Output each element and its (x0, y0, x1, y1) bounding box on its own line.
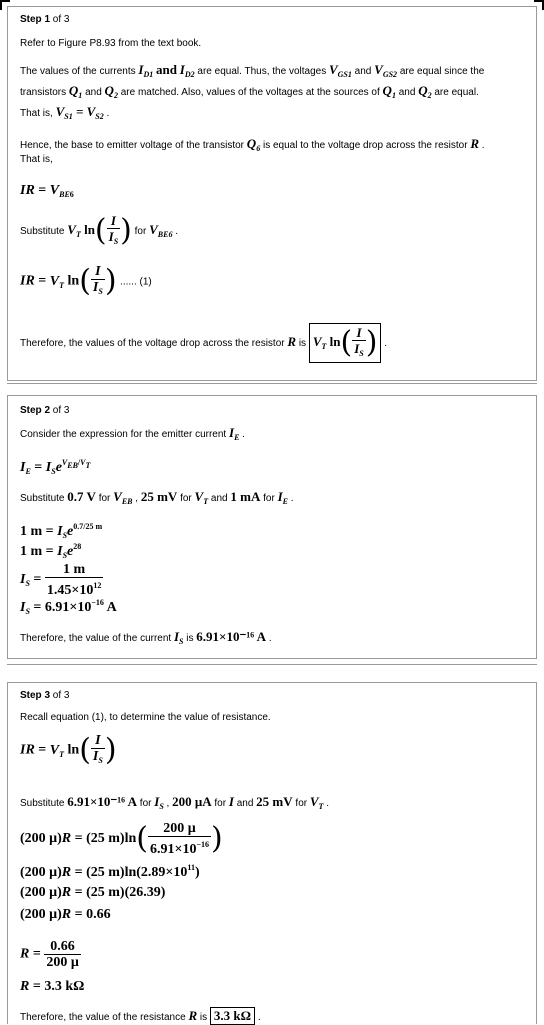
paragraph-line (20, 84, 479, 103)
equation-ie: $I_E = I_Se^{V_{EB}/V_T}$ (20, 458, 91, 476)
text: is (298, 337, 307, 349)
text: and (398, 87, 416, 98)
text: for (134, 225, 147, 237)
math-veb: $V_{EB}$ (113, 489, 133, 506)
step-3-panel (7, 682, 537, 1024)
math-r: R (188, 1008, 198, 1023)
paragraph-line (20, 63, 484, 82)
equation-line: 1 $m = I_Se^{0.7/25 m}$ (20, 522, 103, 540)
equation-line: $I_S = 6.91\times 10^{-16}$ A (20, 598, 117, 616)
text: for (214, 798, 227, 809)
text: The values of the currents (20, 66, 136, 77)
text: and (85, 87, 102, 98)
step-1-header (20, 13, 69, 27)
math-vgs2: $V_{GS2}$ (374, 62, 398, 79)
value: 25 mV (140, 489, 178, 504)
equation-line: (200 μ)R = (25 m)ln( $\frac{200 \mu}{6.91\times 10^{-16}}$ ) (20, 821, 223, 857)
math-r: R (470, 136, 479, 151)
step-count: of 3 (52, 405, 70, 416)
step-label: Step 1 (20, 14, 51, 25)
step-1-panel (7, 6, 537, 381)
step-label: Step 2 (20, 405, 51, 416)
therefore-line: Therefore, the value of the resistance R is 3.3 kΩ . (20, 1008, 261, 1023)
text: Therefore, the value of the resistance (20, 1012, 186, 1023)
text: and (210, 493, 228, 504)
text: Hence, the base to emitter voltage of the transistor (20, 140, 245, 151)
math-vt-ln: $V_T$ ln( $\frac{I}{I_S}$ ) (67, 213, 132, 248)
text: is (186, 633, 194, 644)
text: and (236, 798, 254, 809)
text: for (263, 493, 275, 504)
text: for (139, 798, 152, 809)
equation-line: $I_S$ = $\frac{1 m}{1.45\times 10^{12}}$ (20, 562, 102, 598)
text: and (156, 62, 177, 77)
substitute-line: Substitute $V_T$ ln( $\frac{I}{I_S}$ ) for $V_{BE6}$ . (20, 213, 179, 248)
math-ie: $I_E$ (277, 489, 288, 506)
math-q6: $Q_6$ (246, 136, 261, 153)
text: are equal. Thus, the voltages (197, 66, 327, 77)
text: are equal. (434, 87, 479, 98)
math-q2: $Q_2$ (104, 83, 118, 100)
math-q1: $Q_1$ (382, 83, 396, 100)
substitute-line: Substitute 6.91×10⁻¹⁶ A for $I_S$ , 200 μA for I and 25 mV for $V_T$ . (20, 794, 329, 811)
step-count: of 3 (52, 14, 70, 25)
step-count: of 3 (52, 690, 70, 701)
math-q2: $Q_2$ (418, 83, 432, 100)
text: are matched. Also, values of the voltages at the sources of (120, 87, 380, 98)
equation-tag: ...... (1) (120, 276, 152, 288)
value: 200 μA (172, 794, 212, 809)
step-2-header (20, 404, 69, 418)
therefore-line: Therefore, the values of the voltage drop across the resistor R is $V_T$ ln( $\frac{I}{I_S}$ ) . (20, 323, 387, 363)
value: 0.7 V (67, 489, 96, 504)
paragraph-line: Hence, the base to emitter voltage of the transistor $Q_6$ is equal to the voltage drop across the resistor R . (20, 136, 485, 153)
substitute-line: Substitute 0.7 V for $V_{EB}$ , 25 mV for $V_T$ and 1 mA for $I_E$ . (20, 489, 294, 506)
text: are equal since the (399, 66, 485, 77)
text: Substitute (20, 493, 65, 504)
step-2-panel (7, 395, 537, 659)
math-vt: $V_T$ (309, 794, 324, 811)
value: 1 mA (230, 489, 261, 504)
math-r: R (287, 333, 297, 349)
equation-line: R = $\frac{0.66}{200 \mu}$ (20, 939, 79, 970)
text: for (295, 798, 308, 809)
math-id2: $I_{D2}$ (179, 62, 195, 79)
math-vt: $V_T$ (194, 489, 209, 506)
answer-box: 3.3 kΩ (210, 1007, 255, 1025)
text: Therefore, the value of the current (20, 633, 172, 644)
text: is (199, 1012, 208, 1023)
equation-line: 1 $m = I_Se^{28}$ (20, 542, 82, 560)
math-vgs1: $V_{GS1}$ (328, 62, 352, 79)
separator (7, 383, 537, 384)
refer-text: Refer to Figure P8.93 from the text book. (20, 38, 202, 49)
value: 6.91×10⁻¹⁶ A (67, 794, 138, 809)
paragraph-line: That is, $V_{S1} = V_{S2}$ . (20, 104, 110, 121)
text: and (354, 66, 372, 77)
math-is: $I_S$ (154, 794, 164, 811)
equation-line: (200 μ)R = 0.66 (20, 907, 111, 922)
equation-ir-vbe6: IR = $V_{BE6}$ (20, 183, 74, 199)
paragraph-line: Consider the expression for the emitter current $I_E$ . (20, 425, 245, 442)
equation-line: (200 μ)R = (25 $m)\ln(2.89\times 10^{11})$ (20, 863, 200, 880)
equation-1-recalled: IR = $V_T$ ln( $\frac{I}{I_S}$ ) (20, 732, 117, 768)
recall-text: Recall equation (1), to determine the value of resistance. (20, 712, 271, 723)
equation-line: R = 3.3 kΩ (20, 979, 85, 994)
math-id1: $I_{D1}$ (138, 62, 154, 79)
math-i: I (228, 794, 234, 809)
text: Therefore, the values of the voltage drop across the resistor (20, 337, 285, 349)
text: That is, (20, 108, 53, 119)
math-ie: $I_E$ (229, 425, 240, 442)
text: for (98, 493, 111, 504)
separator (7, 664, 537, 665)
text: transistors (20, 87, 67, 98)
math-vs-equal: $V_{S1} = V_{S2}$ (55, 104, 104, 121)
text: Substitute (20, 798, 65, 809)
text: Substitute (20, 225, 65, 237)
step-label: Step 3 (20, 690, 51, 701)
paragraph-line: That is, (20, 154, 53, 165)
math-is: $I_S$ (173, 629, 184, 646)
answer-box: $V_T$ ln( $\frac{I}{I_S}$ ) (309, 323, 382, 363)
step-3-header (20, 689, 69, 703)
text: is equal to the voltage drop across the resistor (262, 140, 468, 151)
value: 25 mV (256, 794, 293, 809)
equation-1: IR = $V_T$ ln( $\frac{I}{I_S}$ ) ...... (1) (20, 263, 152, 299)
text: Consider the expression for the emitter current (20, 429, 227, 440)
equation-line: (200 μ)R = (25 m)(26.39) (20, 885, 166, 900)
math-vbe6: $V_{BE6}$ (149, 221, 173, 239)
math-q1: $Q_1$ (68, 83, 83, 100)
answer-value: 6.91×10⁻¹⁶ A (196, 629, 267, 644)
therefore-line: Therefore, the value of the current $I_S$ is 6.91×10⁻¹⁶ A . (20, 629, 272, 646)
text: for (180, 493, 192, 504)
